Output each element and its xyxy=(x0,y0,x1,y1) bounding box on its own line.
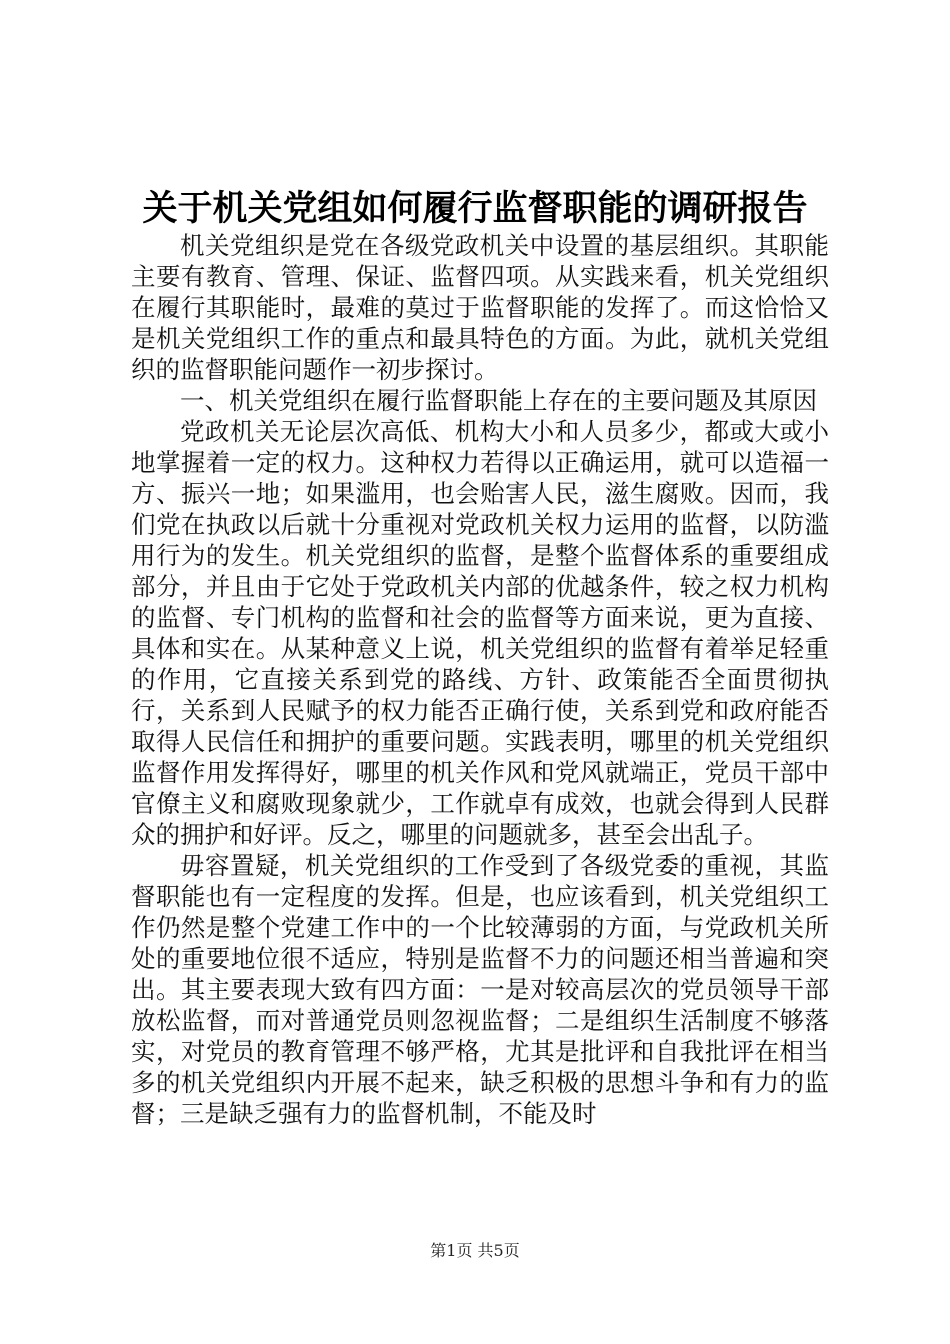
paragraph-power-supervision: 党政机关无论层次高低、机构大小和人员多少，都或大或小地掌握着一定的权力。这种权力若得以正确运用，就可以造福一方、振兴一地；如果滥用，也会贻害人民，滋生腐败。因而，我们党在执政以后就十分重视对党政机关权力运用的监督，以防滥用行为的发生。机关党组织的监督，是整个监督体系的重要组成部分，并且由于它处于党政机关内部的优越条件，较之权力机构的监督、专门机构的监督和社会的监督等方面来说，更为直接、具体和实在。从某种意义上说，机关党组织的监督有着举足轻重的作用，它直接关系到党的路线、方针、政策能否全面贯彻执行，关系到人民赋予的权力能否正确行使，关系到党和政府能否取得人民信任和拥护的重要问题。实践表明，哪里的机关党组织监督作用发挥得好，哪里的机关作风和党风就端正，党员干部中官僚主义和腐败现象就少，工作就卓有成效，也就会得到人民群众的拥护和好评。反之，哪里的问题就多，甚至会出乱子。 xyxy=(131,417,829,849)
document-body xyxy=(131,230,829,1129)
paragraph-problems: 毋容置疑，机关党组织的工作受到了各级党委的重视，其监督职能也有一定程度的发挥。但是，也应该看到，机关党组织工作仍然是整个党建工作中的一个比较薄弱的方面，与党政机关所处的重要地位很不适应，特别是监督不力的问题还相当普遍和突出。其主要表现大致有四方面：一是对较高层次的党员领导干部放松监督，而对普通党员则忽视监督；二是组织生活制度不够落实，对党员的教育管理不够严格，尤其是批评和自我批评在相当多的机关党组织内开展不起来，缺乏积极的思想斗争和有力的监督；三是缺乏强有力的监督机制，不能及时 xyxy=(131,851,829,1128)
document-title: 关于机关党组如何履行监督职能的调研报告 xyxy=(142,188,808,229)
section-heading: 一、机关党组织在履行监督职能上存在的主要问题及其原因 xyxy=(180,386,817,415)
paragraph-intro: 机关党组织是党在各级党政机关中设置的基层组织。其职能主要有教育、管理、保证、监督四项。从实践来看，机关党组织在履行其职能时，最难的莫过于监督职能的发挥了。而这恰恰又是机关党组织工作的重点和最具特色的方面。为此，就机关党组织的监督职能问题作一初步探讨。 xyxy=(131,231,829,384)
page-footer: 第1页 共5页 xyxy=(430,1241,520,1260)
